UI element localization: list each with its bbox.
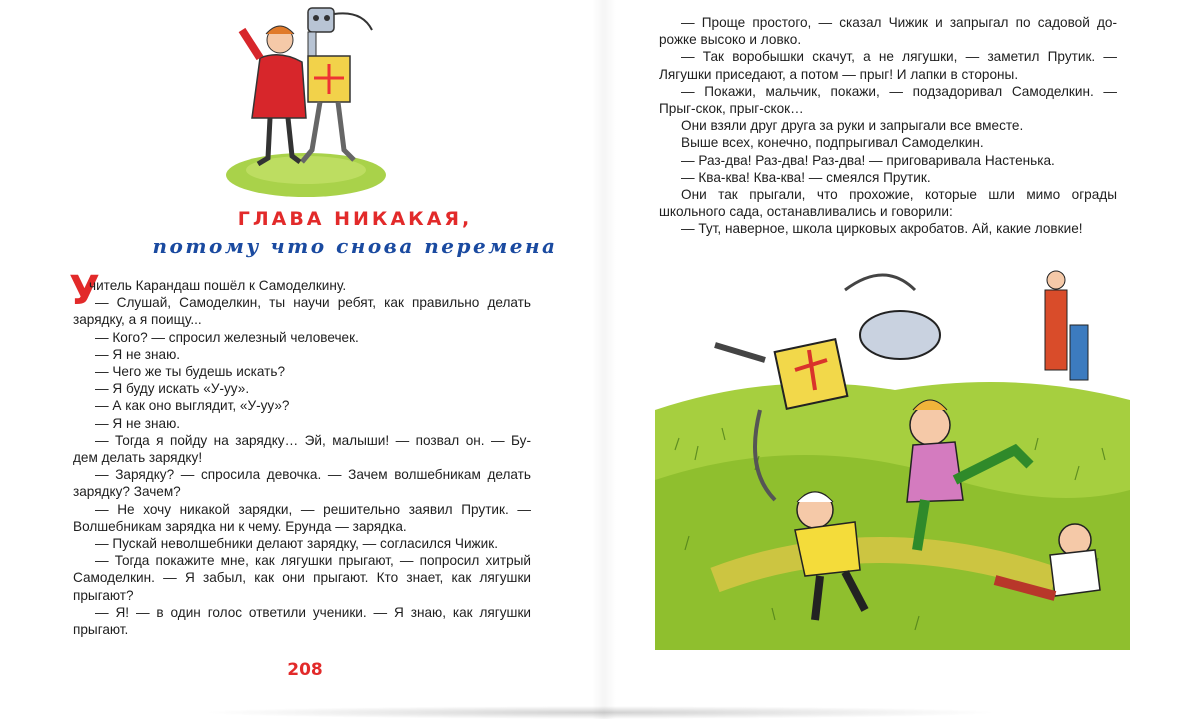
text-line: Выше всех, конечно, подпрыгивал Самоделкин. xyxy=(681,135,984,151)
text-line: — А как оно выглядит, «У-уу»? xyxy=(95,398,290,414)
text-line: — Ква-ква! Ква-ква! — смеялся Прутик. xyxy=(681,169,931,185)
text-line: читель Карандаш пошёл к Самоделкину. xyxy=(89,278,347,293)
text-line: Волшебникам зарядка ни к чему. Ерунда — зарядка. xyxy=(73,518,407,534)
text-line: — Я не знаю. xyxy=(95,415,181,431)
text-line: — Пускай неволшебники делают зарядку, — согласился Чижик. xyxy=(95,535,498,551)
text-line: Они взяли друг друга за руки и запрыгали все вместе. xyxy=(681,118,1024,134)
right-page-text xyxy=(659,14,1117,238)
text-line: — Зарядку? — спросила девочка. — Зачем волшебникам делать xyxy=(95,467,531,483)
text-line: — Кого? — спросил железный человечек. xyxy=(95,329,359,345)
text-line: прыгают. xyxy=(73,621,129,637)
text-line: — Так воробышки скачут, а не лягушки, — заметил Прутик. — xyxy=(681,49,1117,65)
text-line: Лягушки приседают, а потом — прыг! И лапки в стороны. xyxy=(659,66,1019,82)
text-line: — Тут, наверное, школа цирковых акробатов. Ай, какие ловкие! xyxy=(681,221,1083,237)
children-jumping-with-robot-illustration xyxy=(655,250,1130,650)
drop-cap: У xyxy=(69,268,100,314)
page-shadow xyxy=(200,706,1000,719)
text-line: Самоделкин. — Я забыл, как они прыгают. Кто знает, как лягушки xyxy=(73,570,531,586)
text-line: школьного сада, останавливались и говорили: xyxy=(659,204,953,220)
text-line: — Слушай, Самоделкин, ты научи ребят, как правильно делать xyxy=(95,295,531,311)
chapter-subtitle: потому что снова перемена xyxy=(152,234,558,258)
chapter-title: ГЛАВА НИКАКАЯ, xyxy=(237,208,473,230)
text-line: — Тогда покажите мне, как лягушки прыгают, — попросил хитрый xyxy=(95,553,531,569)
text-line: — Раз-два! Раз-два! Раз-два! — приговаривала Настенька. xyxy=(681,152,1055,168)
page-gutter xyxy=(592,0,616,719)
text-line: — Не хочу никакой зарядки, — решительно заявил Прутик. — xyxy=(95,501,531,517)
text-line: Они так прыгали, что прохожие, которые шли мимо ограды xyxy=(681,186,1117,202)
text-line: рожке высоко и ловко. xyxy=(659,32,802,48)
page-number: 208 xyxy=(287,660,323,680)
text-line: дем делать зарядку! xyxy=(73,450,203,465)
text-line: зарядку? Зачем? xyxy=(73,484,181,500)
text-line: зарядку, а я поищу... xyxy=(73,312,202,328)
left-page-text xyxy=(73,277,531,638)
text-line: — Я буду искать «У-уу». xyxy=(95,381,250,397)
text-line: — Я! — в один голос ответили ученики. — Я знаю, как лягушки xyxy=(95,604,531,620)
text-line: — Чего же ты будешь искать? xyxy=(95,364,286,379)
text-line: — Тогда я пойду на зарядку… Эй, малыши! — позвал он. — Бу- xyxy=(95,432,531,448)
text-line: Прыг-скок, прыг-скок… xyxy=(659,100,804,116)
text-line: — Я не знаю. xyxy=(95,346,181,362)
text-line: — Проще простого, — сказал Чижик и запрыгал по садовой до- xyxy=(681,15,1117,30)
text-line: — Покажи, мальчик, покажи, — подзадоривал Самоделкин. — xyxy=(681,83,1117,99)
samodelkin-and-girl-illustration xyxy=(222,0,390,200)
text-line: прыгают? xyxy=(73,587,134,603)
